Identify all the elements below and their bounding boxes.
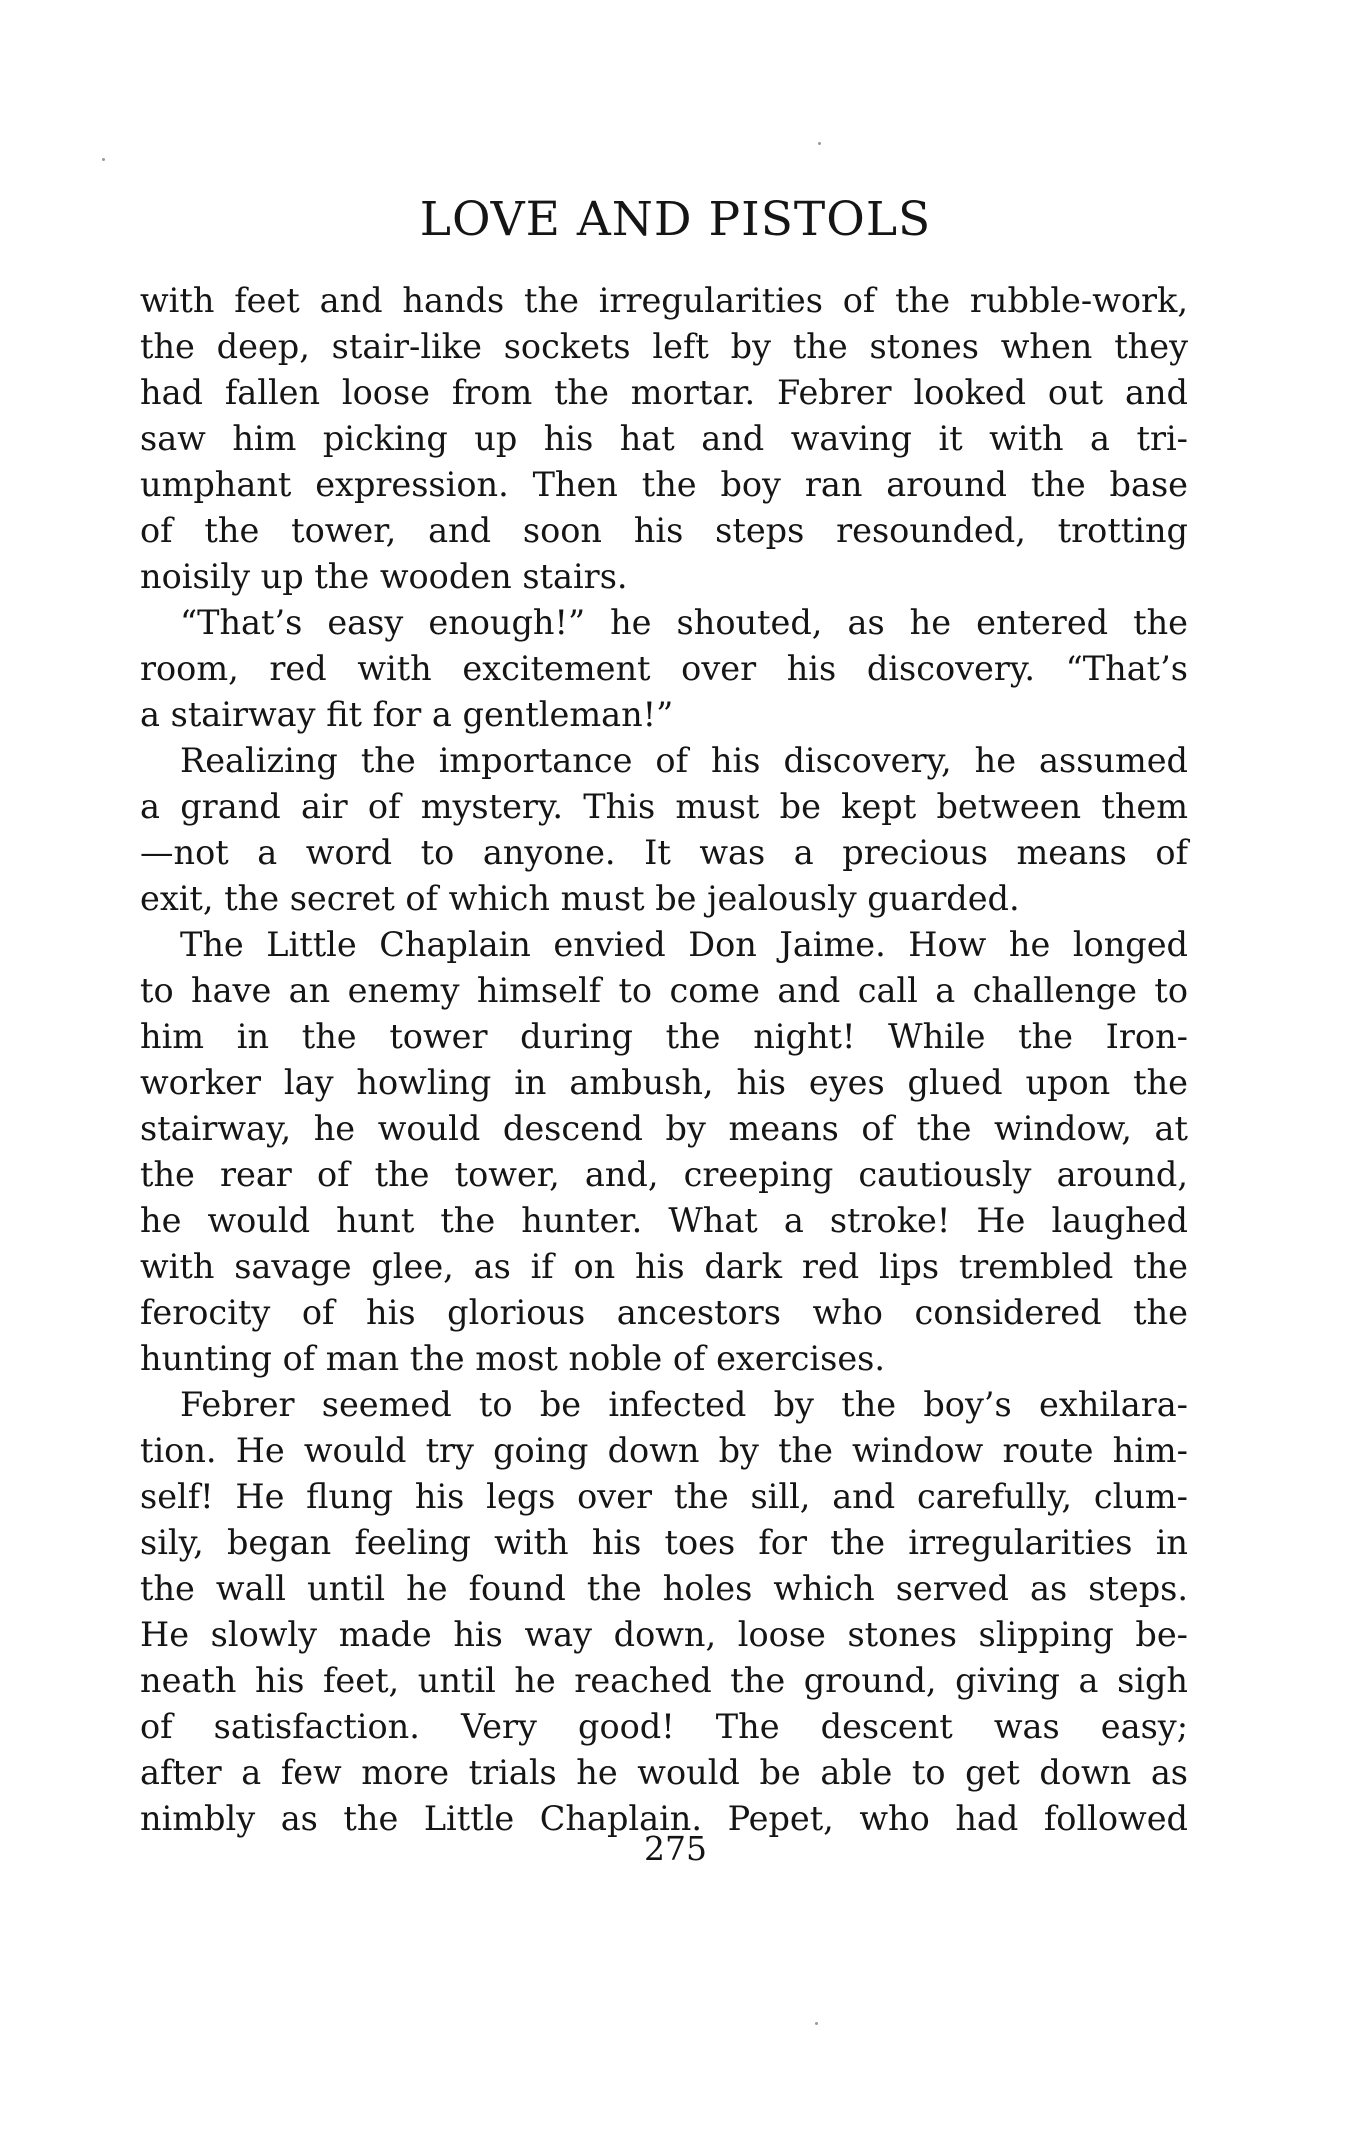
text-line: exit, the secret of which must be jealously guarded. (140, 879, 1020, 918)
text-line: to have an enemy himself to come and call a challenge to (140, 971, 1188, 1010)
text-line: of satisfaction. Very good! The descent was easy; (140, 1707, 1188, 1746)
body-text (140, 278, 1188, 1842)
paragraph (140, 278, 1188, 600)
text-line: a stairway fit for a gentleman!” (140, 695, 674, 734)
paragraph (140, 1382, 1188, 1842)
text-line: the deep, stair-like sockets left by the stones when they (140, 327, 1188, 366)
scan-speck (102, 158, 105, 161)
text-line: The Little Chaplain envied Don Jaime. How he longed (180, 925, 1188, 964)
text-line: “That’s easy enough!” he shouted, as he entered the (180, 603, 1188, 642)
text-line: after a few more trials he would be able to get down as (140, 1753, 1188, 1792)
text-line: of the tower, and soon his steps resounded, trotting (140, 511, 1188, 550)
page-number: 275 (644, 1829, 707, 1868)
scan-speck (818, 142, 821, 145)
text-line: he would hunt the hunter. What a stroke! He laughed (140, 1201, 1188, 1240)
text-line: He slowly made his way down, loose stones slipping be- (140, 1615, 1188, 1654)
text-line: tion. He would try going down by the window route him- (140, 1431, 1188, 1470)
paragraph (140, 922, 1188, 1382)
text-line: Realizing the importance of his discovery, he assumed (180, 741, 1188, 780)
text-line: a grand air of mystery. This must be kept between them (140, 787, 1188, 826)
text-line: the wall until he found the holes which served as steps. (140, 1569, 1188, 1608)
text-line: umphant expression. Then the boy ran around the base (140, 465, 1188, 504)
text-line: nimbly as the Little Chaplain. Pepet, who had followed (140, 1799, 1188, 1838)
text-line: noisily up the wooden stairs. (140, 557, 628, 596)
text-line: with savage glee, as if on his dark red lips trembled the (140, 1247, 1188, 1286)
text-line: had fallen loose from the mortar. Febrer looked out and (140, 373, 1188, 412)
text-line: ferocity of his glorious ancestors who considered the (140, 1293, 1188, 1332)
text-line: hunting of man the most noble of exercises. (140, 1339, 885, 1378)
text-line: the rear of the tower, and, creeping cautiously around, (140, 1155, 1188, 1194)
text-line: Febrer seemed to be infected by the boy’s exhilara- (180, 1385, 1188, 1424)
scan-speck (815, 2022, 818, 2025)
text-line: sily, began feeling with his toes for the irregularities in (140, 1523, 1188, 1562)
text-line: stairway, he would descend by means of the window, at (140, 1109, 1188, 1148)
text-line: him in the tower during the night! While the Iron- (140, 1017, 1188, 1056)
paragraph (140, 738, 1188, 922)
text-line: worker lay howling in ambush, his eyes glued upon the (140, 1063, 1188, 1102)
text-line: saw him picking up his hat and waving it with a tri- (140, 419, 1188, 458)
running-head: LOVE AND PISTOLS (419, 192, 932, 247)
text-line: self! He flung his legs over the sill, and carefully, clum- (140, 1477, 1188, 1516)
text-line: with feet and hands the irregularities of the rubble-work, (140, 281, 1188, 320)
text-line: room, red with excitement over his discovery. “That’s (140, 649, 1188, 688)
text-line: —not a word to anyone. It was a precious means of (140, 833, 1188, 872)
text-line: neath his feet, until he reached the ground, giving a sigh (140, 1661, 1188, 1700)
paragraph (140, 600, 1188, 738)
